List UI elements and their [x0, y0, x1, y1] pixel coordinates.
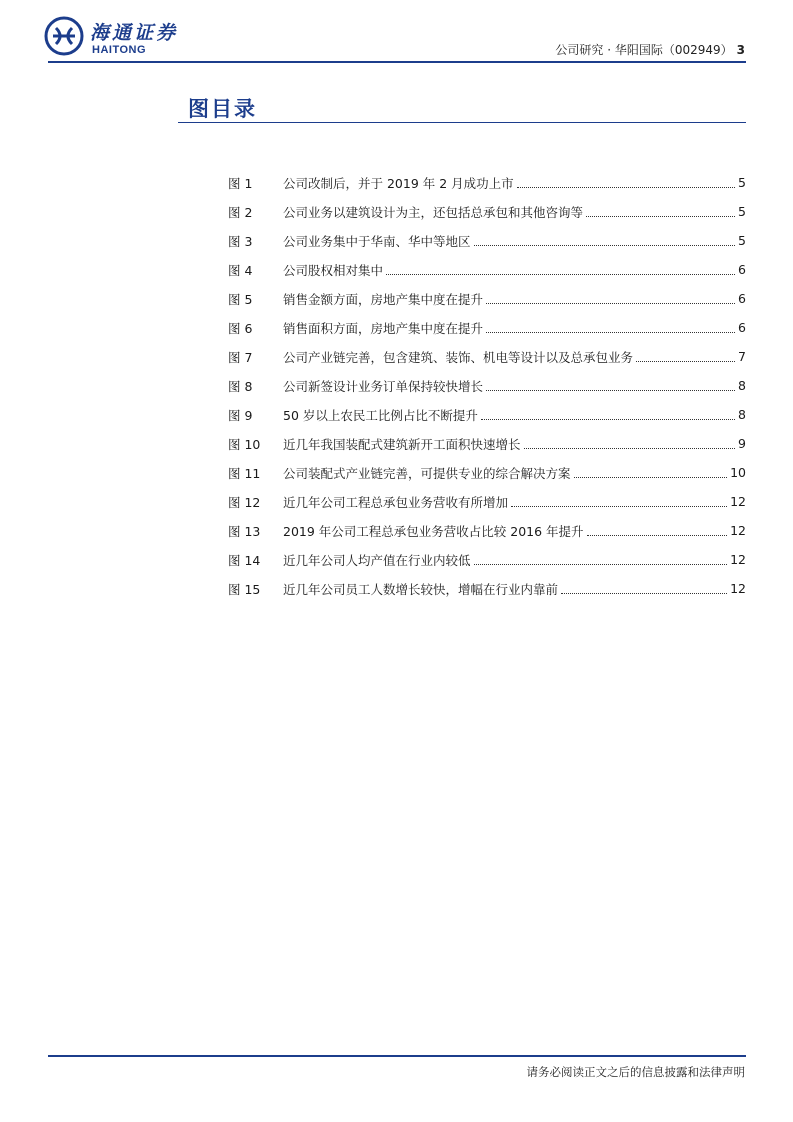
toc-leader	[574, 467, 728, 478]
toc-row[interactable]	[228, 371, 746, 400]
toc-label: 图 8	[228, 378, 253, 394]
toc-label: 图 11	[228, 465, 261, 481]
toc-label: 图 7	[228, 349, 253, 365]
footer-divider	[48, 1055, 746, 1057]
toc-text: 近几年公司员工人数增长较快，增幅在行业内靠前	[283, 581, 559, 597]
toc-row[interactable]	[228, 545, 746, 574]
toc-text: 公司股权相对集中	[283, 262, 384, 278]
toc-page: 12	[730, 523, 746, 538]
toc-row[interactable]	[228, 255, 746, 284]
toc-leader	[586, 206, 735, 217]
toc-page: 12	[730, 552, 746, 567]
haitong-logo	[44, 14, 224, 62]
toc-page: 6	[738, 320, 746, 335]
toc-label: 图 1	[228, 175, 253, 191]
toc-row[interactable]	[228, 168, 746, 197]
toc-text: 公司业务集中于华南、华中等地区	[283, 233, 471, 249]
toc-text: 公司产业链完善，包含建筑、装饰、机电等设计以及总承包业务	[283, 349, 634, 365]
toc-label: 图 2	[228, 204, 253, 220]
toc-label: 图 6	[228, 320, 253, 336]
toc-page: 5	[738, 204, 746, 219]
toc-page: 8	[738, 407, 746, 422]
toc-leader	[524, 438, 736, 449]
toc-page: 5	[738, 175, 746, 190]
toc-leader	[474, 554, 728, 565]
toc-label: 图 15	[228, 581, 261, 597]
toc-page: 10	[730, 465, 746, 480]
header-section-text: 公司研究 · 华阳国际（002949）	[555, 43, 733, 57]
toc-leader	[486, 293, 735, 304]
toc-page: 6	[738, 291, 746, 306]
toc-text: 公司装配式产业链完善，可提供专业的综合解决方案	[283, 465, 571, 481]
header-section	[555, 41, 745, 58]
toc-page: 8	[738, 378, 746, 393]
toc-label: 图 4	[228, 262, 253, 278]
toc-row[interactable]	[228, 400, 746, 429]
toc-text: 近几年我国装配式建筑新开工面积快速增长	[283, 436, 521, 452]
toc-leader	[561, 583, 727, 594]
toc-leader	[587, 525, 728, 536]
toc-row[interactable]	[228, 342, 746, 371]
toc-leader	[386, 264, 735, 275]
toc-text: 公司新签设计业务订单保持较快增长	[283, 378, 484, 394]
toc-label: 图 9	[228, 407, 253, 423]
header-page-number: 3	[736, 43, 745, 57]
toc-label: 图 5	[228, 291, 253, 307]
toc-leader	[511, 496, 727, 507]
header-divider	[48, 61, 746, 63]
toc-leader	[486, 380, 735, 391]
toc-row[interactable]	[228, 313, 746, 342]
toc-page: 5	[738, 233, 746, 248]
toc-label: 图 3	[228, 233, 253, 249]
toc-row[interactable]	[228, 574, 746, 603]
toc-label: 图 14	[228, 552, 261, 568]
toc-page: 12	[730, 581, 746, 596]
toc-leader	[636, 351, 735, 362]
toc-label: 图 10	[228, 436, 261, 452]
figure-list	[228, 168, 746, 603]
toc-row[interactable]	[228, 516, 746, 545]
toc-row[interactable]	[228, 284, 746, 313]
toc-text: 近几年公司工程总承包业务营收有所增加	[283, 494, 509, 510]
footer-disclaimer: 请务必阅读正文之后的信息披露和法律声明	[526, 1065, 745, 1079]
toc-row[interactable]	[228, 429, 746, 458]
logo-chinese-name: 海通证券	[90, 22, 179, 44]
toc-text: 销售面积方面，房地产集中度在提升	[283, 320, 484, 336]
toc-page: 7	[738, 349, 746, 364]
toc-text: 50 岁以上农民工比例占比不断提升	[283, 407, 478, 423]
haitong-logo-icon	[44, 16, 84, 56]
logo-english-name: HAITONG	[92, 44, 147, 56]
toc-label: 图 12	[228, 494, 261, 510]
toc-leader	[517, 177, 735, 188]
toc-text: 公司改制后，并于 2019 年 2 月成功上市	[283, 175, 514, 191]
toc-text: 近几年公司人均产值在行业内较低	[283, 552, 471, 568]
toc-text: 销售金额方面，房地产集中度在提升	[283, 291, 484, 307]
toc-row[interactable]	[228, 487, 746, 516]
toc-leader	[474, 235, 736, 246]
toc-row[interactable]	[228, 197, 746, 226]
toc-label: 图 13	[228, 523, 261, 539]
toc-page: 6	[738, 262, 746, 277]
toc-text: 2019 年公司工程总承包业务营收占比较 2016 年提升	[283, 523, 584, 539]
toc-page: 12	[730, 494, 746, 509]
toc-row[interactable]	[228, 458, 746, 487]
toc-leader	[486, 322, 735, 333]
title-divider	[178, 122, 746, 123]
toc-text: 公司业务以建筑设计为主，还包括总承包和其他咨询等	[283, 204, 584, 220]
toc-leader	[481, 409, 735, 420]
toc-row[interactable]	[228, 226, 746, 255]
toc-page: 9	[738, 436, 746, 451]
page-title: 图目录	[188, 97, 257, 121]
